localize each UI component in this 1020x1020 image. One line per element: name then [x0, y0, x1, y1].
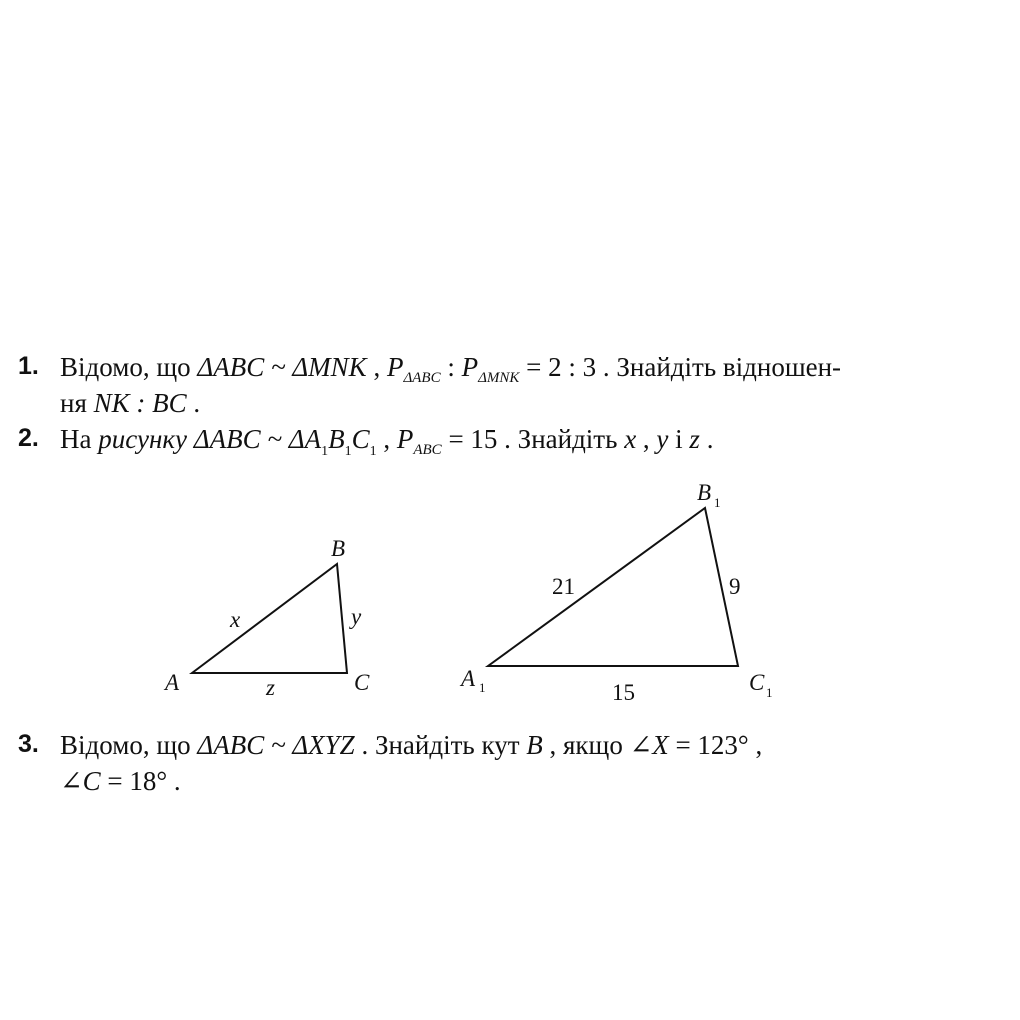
small-vertex-a: A — [165, 670, 180, 695]
large-vertex-a-subscript: 1 — [479, 680, 486, 695]
small-side-y: y — [351, 604, 362, 629]
large-vertex-a: A — [461, 666, 476, 691]
large-triangle — [488, 508, 738, 666]
text: і — [668, 424, 690, 454]
text: . — [699, 424, 714, 454]
var-y: y — [656, 424, 669, 454]
problem-3-number: 3. — [18, 730, 39, 758]
text: Відомо, що — [60, 730, 198, 760]
large-vertex-b: B — [697, 480, 712, 505]
text: = 15 . Знайдіть — [441, 424, 625, 454]
text: = 123° , — [668, 730, 763, 760]
perimeter-subscript: ΔMNK — [478, 370, 520, 386]
large-side-ab: 21 — [552, 574, 575, 599]
perimeter-subscript: ABC — [413, 442, 442, 458]
similarity-expr: ΔABC ~ ΔXYZ — [197, 730, 355, 760]
text: . — [186, 388, 201, 418]
small-vertex-c: C — [354, 670, 370, 695]
perimeter-symbol: P — [461, 352, 479, 382]
problem-1-number: 1. — [18, 352, 39, 380]
var-z: z — [689, 424, 700, 454]
large-vertex-c: C — [749, 670, 765, 695]
angle-x: ∠X — [629, 730, 669, 760]
small-triangle — [192, 564, 347, 673]
large-vertex-b-subscript: 1 — [714, 495, 721, 510]
subscript: 1 — [344, 444, 352, 459]
small-side-z: z — [266, 675, 275, 700]
vertex: B — [328, 424, 345, 454]
problem-2-number: 2. — [18, 424, 39, 452]
var-x: x — [624, 424, 637, 454]
problem-3-line-2 — [60, 764, 181, 798]
subscript: 1 — [369, 444, 377, 459]
text: : — [440, 352, 462, 382]
problem-3-line-1 — [60, 728, 762, 762]
large-side-bc: 9 — [729, 574, 741, 599]
text: На — [60, 424, 99, 454]
text: . Знайдіть кут — [354, 730, 527, 760]
large-side-ac: 15 — [612, 680, 635, 705]
text: = 2 : 3 . Знайдіть відношен- — [519, 352, 842, 382]
similarity-expr: ΔABC ~ ΔA — [193, 424, 322, 454]
large-vertex-c-subscript: 1 — [766, 685, 773, 700]
perimeter-symbol: P — [386, 352, 404, 382]
similarity-expr: ΔABC ~ ΔMNK — [197, 352, 367, 382]
angle-c: ∠C — [60, 766, 101, 796]
small-vertex-b: B — [331, 536, 346, 561]
text: , якщо — [542, 730, 630, 760]
small-side-x: x — [230, 607, 241, 632]
ratio-expr: NK : BC — [93, 388, 187, 418]
text-italic: рисунку — [98, 424, 188, 454]
text: = 18° . — [100, 766, 181, 796]
text: , — [636, 424, 657, 454]
perimeter-subscript: ΔABC — [403, 370, 441, 386]
perimeter-symbol: P — [396, 424, 414, 454]
text: , — [376, 424, 397, 454]
text: , — [366, 352, 387, 382]
angle-name: B — [526, 730, 543, 760]
subscript: 1 — [321, 444, 329, 459]
vertex: C — [351, 424, 370, 454]
text: Відомо, що — [60, 352, 198, 382]
text: ня — [60, 388, 94, 418]
